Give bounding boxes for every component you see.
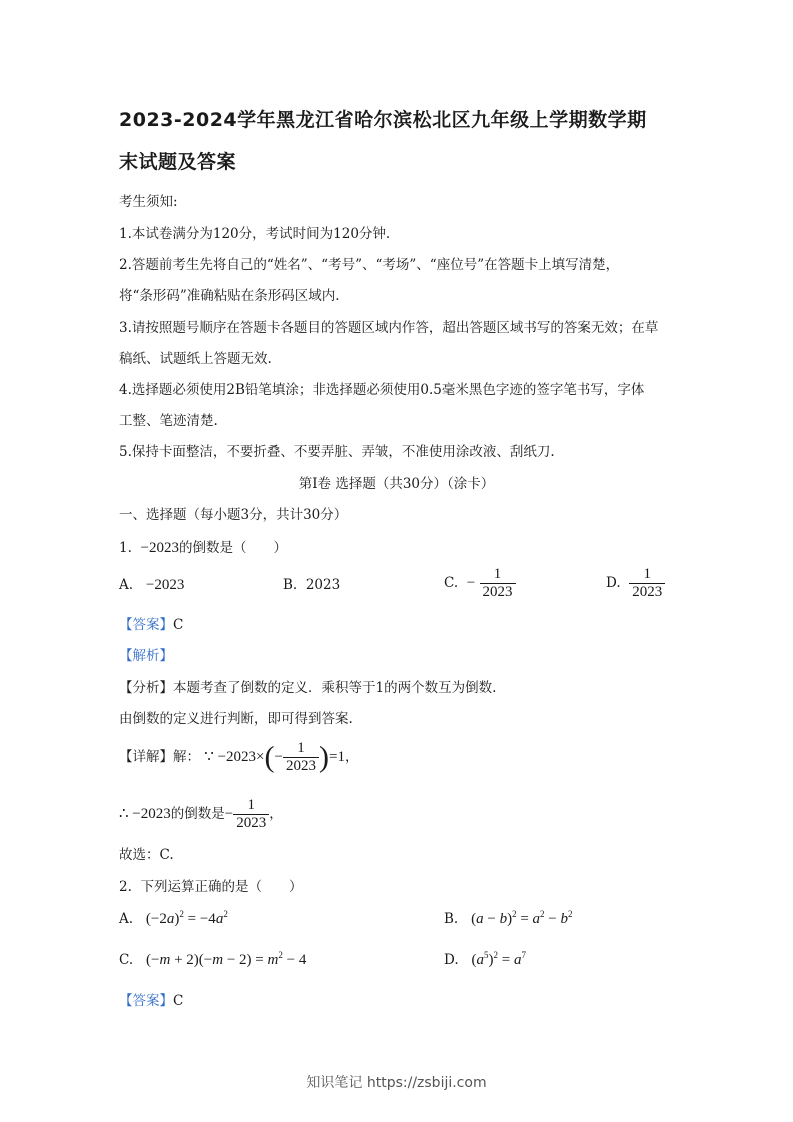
detail-prefix: 解： [173, 749, 200, 765]
q2-option-b [444, 909, 573, 928]
detail-tag: 【详解】 [119, 749, 173, 765]
fraction-denominator: 2023 [629, 583, 665, 601]
fenxi-tag: 【分析】 [119, 680, 173, 696]
option-value: $(a - b)^2 = a^2 - b^2$ [471, 909, 573, 927]
q2-option-d [444, 950, 526, 969]
q1-analysis-tag: 【解析】 [119, 648, 173, 664]
detail-fraction [283, 740, 319, 775]
q2-option-c [119, 950, 306, 969]
option-label: B. [444, 911, 459, 927]
q2-option-a [119, 909, 228, 928]
option-label: C. [444, 575, 459, 591]
q1-option-a [119, 577, 184, 594]
fraction-denominator: 2023 [480, 583, 516, 601]
notice-item-1: 1.本试卷满分为120分，考试时间为120分钟. [119, 226, 391, 242]
notice-item-4b: 工整、笔迹清楚. [119, 413, 218, 429]
answer-tag: 【答案】 [119, 617, 173, 633]
question-1-stem [119, 536, 287, 557]
fraction-denominator: 2023 [283, 757, 319, 775]
therefore-end: ， [269, 806, 283, 822]
q1-detail [119, 740, 358, 775]
therefore-expression: ∴ −2023 [119, 806, 171, 822]
therefore-fraction [233, 797, 269, 832]
notice-heading: 考生须知: [119, 194, 178, 210]
q1-fenxi [119, 676, 496, 696]
option-value: 2023 [305, 577, 341, 593]
notice-item-4a: 4.选择题必须使用2B铅笔填涂；非选择题必须使用0.5毫米黑色字迹的签字笔书写，字体 [119, 382, 645, 398]
q1-choose: 故选：C. [119, 847, 174, 863]
footer-watermark: 知识笔记 https://zsbiji.com [306, 1075, 487, 1091]
option-label: A. [119, 577, 134, 593]
question-2-stem [119, 875, 302, 895]
option-label: C. [119, 952, 134, 968]
notice-item-3b: 稿纸、试题纸上答题无效. [119, 351, 272, 367]
q1-therefore [119, 797, 283, 832]
detail-expression: ∵ −2023× [204, 749, 265, 765]
fraction-denominator: 2023 [233, 814, 269, 832]
q2-answer [119, 989, 183, 1009]
option-label: D. [444, 952, 459, 968]
notice-item-2a: 2.答题前考生先将自己的“姓名”、“考号”、“考场”、“座位号”在答题卡上填写清楚， [119, 257, 620, 273]
option-label: B. [283, 577, 298, 593]
option-value: $(a^5)^2 = a^7$ [471, 950, 526, 968]
notice-item-3a: 3.请按照题号顺序在答题卡各题目的答题区域内作答，超出答题区域书写的答案无效；在草 [119, 320, 659, 336]
question-text: 下列运算正确的是（ ） [140, 879, 303, 895]
notice-item-2b: 将“条形码”准确粘贴在条形码区域内. [119, 288, 340, 304]
part-heading: 一、选择题（每小题3分，共计30分） [119, 507, 348, 523]
option-value: −2023 [145, 577, 185, 593]
fraction-numerator: 1 [297, 740, 305, 756]
fraction-numerator: 1 [247, 797, 255, 813]
answer-value: C [173, 617, 184, 633]
right-paren: ) [318, 740, 329, 774]
fenxi-text: 本题考查了倒数的定义．乘积等于1的两个数互为倒数. [173, 680, 497, 696]
option-fraction [629, 566, 665, 601]
section-title: 第Ⅰ卷 选择题（共30分）（涂卡） [298, 476, 495, 492]
question-text: 的倒数是（ ） [178, 540, 287, 556]
option-label: A. [119, 911, 134, 927]
q1-option-b [283, 577, 340, 593]
question-expression: −2023 [140, 540, 179, 556]
option-fraction [480, 566, 516, 601]
detail-result: =1 [328, 749, 345, 765]
notice-item-5: 5.保持卡面整洁，不要折叠、不要弄脏、弄皱，不准使用涂改液、刮纸刀. [119, 444, 555, 460]
q1-fenxi-2: 由倒数的定义进行判断，即可得到答案. [119, 711, 353, 727]
document-title-line1: 2023-2024学年黑龙江省哈尔滨松北区九年级上学期数学期 [119, 109, 647, 131]
fraction-numerator: 1 [493, 566, 502, 582]
document-title-line2: 末试题及答案 [119, 151, 237, 173]
q1-answer [119, 613, 183, 633]
q1-option-d [606, 566, 665, 601]
option-value: $(-m + 2)(-m - 2) = m^2 - 4$ [146, 950, 307, 968]
detail-comma: ， [344, 749, 359, 765]
detail-sign: − [274, 749, 283, 765]
therefore-text: 的倒数是 [170, 806, 225, 822]
option-sign: − [466, 575, 476, 591]
fraction-numerator: 1 [643, 566, 651, 582]
question-number: 2. [119, 879, 132, 895]
option-label: D. [606, 575, 621, 591]
answer-value: C [173, 993, 184, 1009]
question-number: 1. [119, 540, 132, 556]
option-value: $(-2a)^2 = -4a^2$ [145, 909, 228, 927]
answer-tag: 【答案】 [119, 993, 173, 1009]
therefore-sign: − [224, 806, 234, 822]
q1-option-c [444, 566, 516, 601]
left-paren: ( [264, 740, 275, 774]
